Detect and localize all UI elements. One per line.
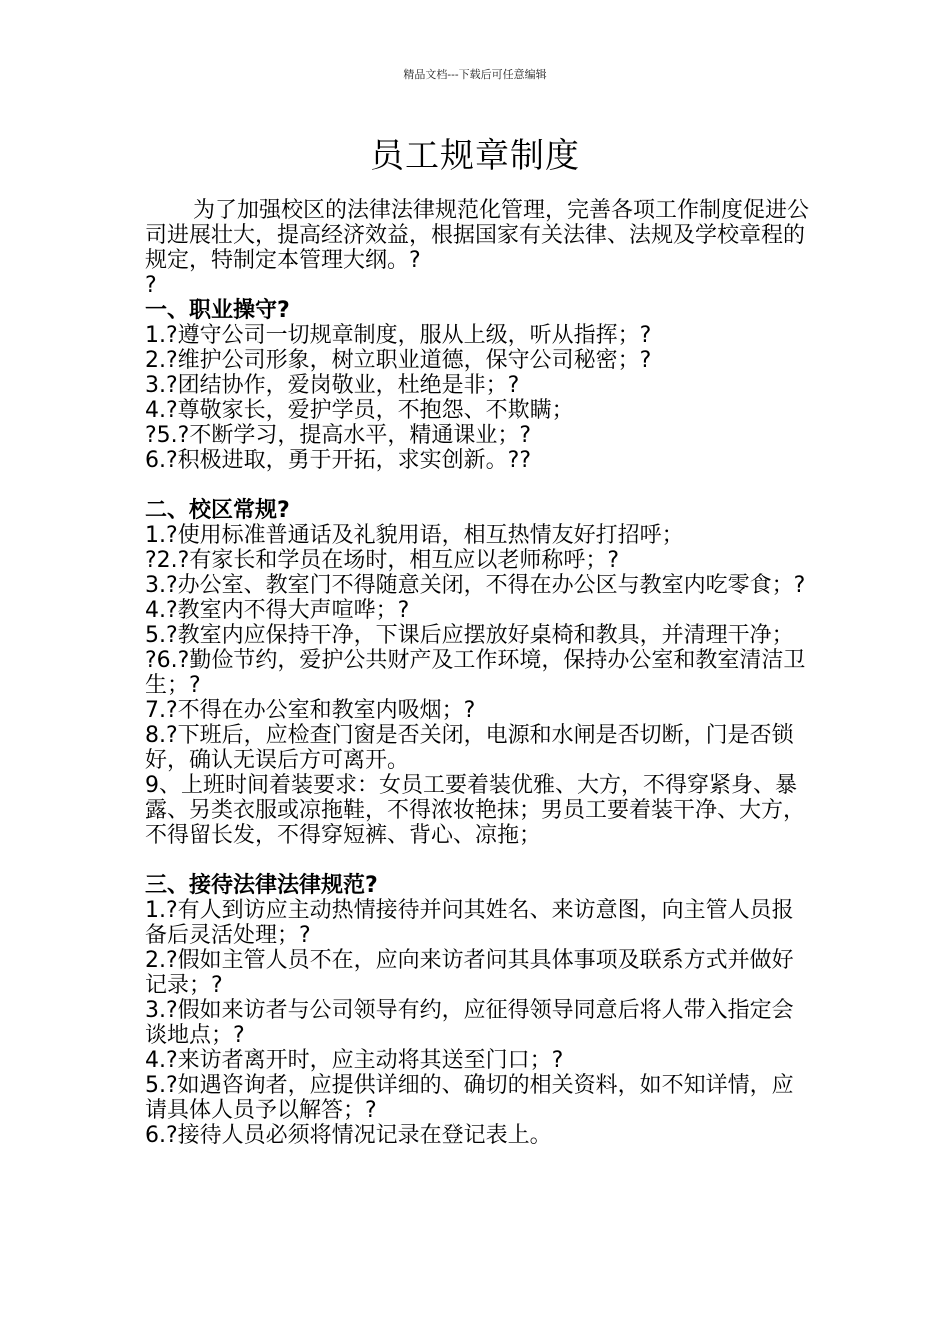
list-item: 3.?团结协作，爱岗敬业，杜绝是非；? bbox=[145, 373, 520, 398]
list-item: 7.?不得在办公室和教室内吸烟；? bbox=[145, 698, 476, 723]
list-item: ?2.?有家长和学员在场时，相互应以老师称呼；? bbox=[145, 548, 620, 573]
list-item: 3.?办公室、教室门不得随意关闭，不得在办公区与教室内吃零食；? bbox=[145, 573, 806, 598]
list-item: ?5.?不断学习，提高水平，精通课业；? bbox=[145, 423, 532, 448]
intro-trailing-mark: ? bbox=[145, 273, 157, 298]
list-item: 4.?尊敬家长，爱护学员，不抱怨、不欺瞒； bbox=[145, 398, 574, 423]
list-item: ?6.?勤俭节约，爱护公共财产及工作环境，保持办公室和教室清洁卫生；? bbox=[145, 648, 806, 698]
section-heading: 三、接待法律法律规范? bbox=[145, 873, 378, 898]
section-campus-rules bbox=[145, 498, 815, 848]
page-header-note: 精品文档---下载后可任意编辑 bbox=[403, 68, 547, 81]
section-heading: 一、职业操守? bbox=[145, 298, 290, 323]
list-item: 1.?有人到访应主动热情接待并问其姓名、来访意图，向主管人员报备后灵活处理；? bbox=[145, 898, 794, 948]
list-item: 1.?遵守公司一切规章制度，服从上级，听从指挥；? bbox=[145, 323, 652, 348]
list-item: 9、上班时间着装要求：女员工要着装优雅、大方，不得穿紧身、暴露、另类衣服或凉拖鞋，不得浓妆艳抹；男员工要着装干净、大方，不得留长发，不得穿短裤、背心、凉拖； bbox=[145, 773, 806, 848]
list-item: 2.?假如主管人员不在，应向来访者问其具体事项及联系方式并做好记录；? bbox=[145, 948, 794, 998]
list-item: 3.?假如来访者与公司领导有约，应征得领导同意后将人带入指定会谈地点；? bbox=[145, 998, 794, 1048]
section-professional-conduct bbox=[145, 298, 815, 473]
section-reception-rules bbox=[145, 873, 815, 1148]
list-item: 6.?接待人员必须将情况记录在登记表上。 bbox=[145, 1123, 552, 1148]
list-item: 1.?使用标准普通话及礼貌用语，相互热情友好打招呼； bbox=[145, 523, 684, 548]
section-heading: 二、校区常规? bbox=[145, 498, 290, 523]
list-item: 5.?如遇咨询者，应提供详细的、确切的相关资料，如不知详情，应请具体人员予以解答；? bbox=[145, 1073, 794, 1123]
document-title: 员工规章制度 bbox=[370, 136, 580, 176]
list-item: 6.?积极进取，勇于开拓，求实创新。?? bbox=[145, 448, 532, 473]
list-item: 4.?教室内不得大声喧哗；? bbox=[145, 598, 410, 623]
list-item: 2.?维护公司形象，树立职业道德，保守公司秘密；? bbox=[145, 348, 652, 373]
list-item: 5.?教室内应保持干净，下课后应摆放好桌椅和教具，并清理干净； bbox=[145, 623, 794, 648]
list-item: 4.?来访者离开时，应主动将其送至门口；? bbox=[145, 1048, 564, 1073]
list-item: 8.?下班后，应检查门窗是否关闭，电源和水闸是否切断，门是否锁好，确认无误后方可离开。 bbox=[145, 723, 794, 773]
intro-paragraph: 为了加强校区的法律法律规范化管理，完善各项工作制度促进公司进展壮大，提高经济效益，根据国家有关法律、法规及学校章程的规定，特制定本管理大纲。? bbox=[145, 198, 810, 273]
document-body bbox=[145, 198, 815, 1148]
